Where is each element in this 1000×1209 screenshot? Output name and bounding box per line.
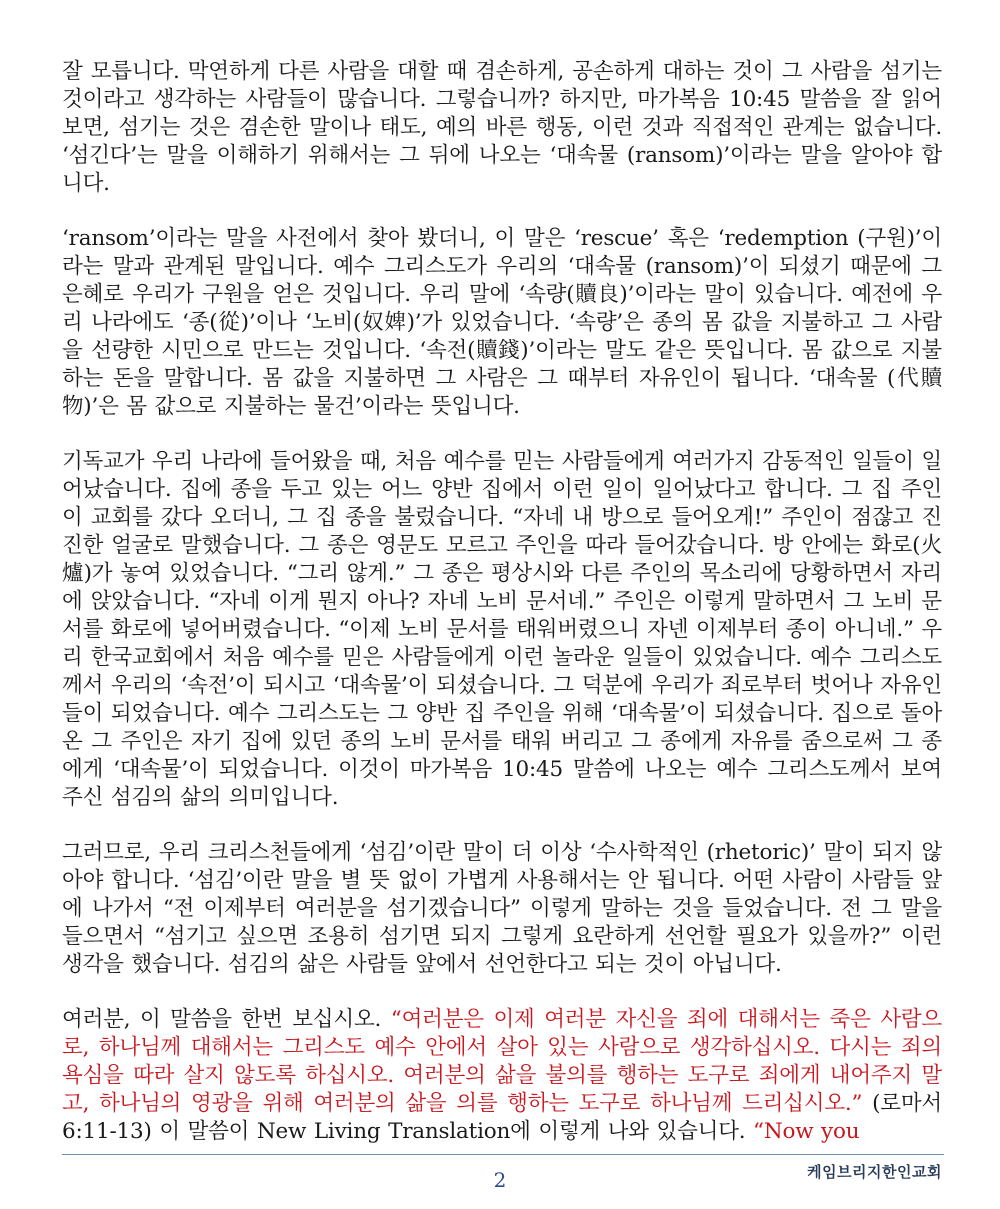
paragraph-3: 기독교가 우리 나라에 들어왔을 때, 처음 예수를 믿는 사람들에게 여러가지 감동적인 일들이 일어났습니다. 집에 종을 두고 있는 어느 양반 집에서 이런 일이 일어났다고 합니다. 그 집 주인이 교회를 갔다 오더니, 그 집 종을 불렀습니다. “자네 내 방으로 들어오게!” 주인이 점잖고 진진한 얼굴로 말했습니다. 그 종은 영문도 모르고 주인을 따라 들어갔습니다. 방 안에는 화로(火爐)가 놓여 있었습니다. “그리 않게.” 그 종은 평상시와 다른 주인의 목소리에 당황하면서 자리에 앉았습니다. “자네 이게 뭔지 아나? 자네 노비 문서네.” 주인은 이렇게 말하면서 그 노비 문서를 화로에 넣어버렸습니다. “이제 노비 문서를 태워버렸으니 자넨 이제부터 종이 아니네.” 우리 한국교회에서 처음 예수를 믿은 사람들에게 이런 놀라운 일들이 있었습니다. 예수 그리스도께서 우리의 ‘속전’이 되시고 ‘대속물’이 되셨습니다. 그 덕분에 우리가 죄로부터 벗어나 자유인들이 되었습니다. 예수 그리스도는 그 양반 집 주인을 위해 ‘대속물’이 되셨습니다. 집으로 돌아온 그 주인은 자기 집에 있던 종의 노비 문서를 태워 버리고 그 종에게 자유를 줌으로써 그 종에게 ‘대속물’이 되었습니다. 이것이 마가복음 10:45 말씀에 나오는 예수 그리스도께서 보여 주신 섬김의 삶의 의미입니다. xyxy=(62,449,942,810)
paragraph-4: 그러므로, 우리 크리스천들에게 ‘섬김’이란 말이 더 이상 ‘수사학적인 (rhetoric)’ 말이 되지 않아야 합니다. ‘섬김’이란 말을 별 뜻 없이 가볍게 사용해서는 안 됩니다. 어떤 사람이 사람들 앞에 나가서 “전 이제부터 여러분을 섬기겠습니다” 이렇게 말하는 것을 들었습니다. 전 그 말을 들으면서 “섬기고 싶으면 조용히 섬기면 되지 그렇게 요란하게 선언할 필요가 있을까?” 이런 생각을 했습니다. 섬김의 삶은 사람들 앞에서 선언한다고 되는 것이 아닙니다. xyxy=(62,840,942,977)
paragraph-1: 잘 모릅니다. 막연하게 다른 사람을 대할 때 겸손하게, 공손하게 대하는 것이 그 사람을 섬기는 것이라고 생각하는 사람들이 많습니다. 그렇습니까? 하지만, 마가복음 10:45 말씀을 잘 읽어 보면, 섬기는 것은 겸손한 말이나 태도, 예의 바른 행동, 이런 것과 직접적인 관계는 없습니다. ‘섬긴다’는 말을 이해하기 위해서는 그 뒤에 나오는 ‘대속물 (ransom)’이라는 말을 알아야 합니다. xyxy=(62,59,942,196)
scripture-quote-continued: “Now you xyxy=(753,1119,860,1144)
body-text xyxy=(62,58,942,1146)
paragraph-2: ‘ransom’이라는 말을 사전에서 찾아 봤더니, 이 말은 ‘rescue’ 혹은 ‘redemption (구원)’이라는 말과 관계된 말입니다. 예수 그리스도가 우리의 ‘대속물 (ransom)’이 되셨기 때문에 그 은혜로 우리가 구원을 얻은 것입니다. 우리 말에 ‘속량(贖良)’이라는 말이 있습니다. 예전에 우리 나라에도 ‘종(從)’이나 ‘노비(奴婢)’가 있었습니다. ‘속량’은 종의 몸 값을 지불하고 그 사람을 선량한 시민으로 만드는 것입니다. ‘속전(贖錢)’이라는 말도 같은 뜻입니다. 몸 값으로 지불하는 돈을 말합니다. 몸 값을 지불하면 그 사람은 그 때부터 자유인이 됩니다. ‘대속물 (代贖物)’은 몸 값으로 지불하는 물건’이라는 뜻입니다. xyxy=(62,226,942,419)
paragraph-5 xyxy=(62,1006,942,1146)
paragraph-5-intro: 여러분, 이 말씀을 한번 보십시오. xyxy=(62,1007,391,1032)
page-number: 2 xyxy=(493,1168,507,1192)
church-name: 케임브리지한인교회 xyxy=(807,1163,942,1181)
footer-rule xyxy=(62,1154,944,1155)
paragraph-5-middle: (로마서 6:11-13) 이 말씀이 New Living Translation에 이렇게 나와 있습니다. xyxy=(62,1091,943,1144)
scripture-quote: “여러분은 이제 여러분 자신을 죄에 대해서는 죽은 사람으로, 하나님께 대해서는 그리스도 예수 안에서 살아 있는 사람으로 생각하십시오. 다시는 죄의 욕심을 따라 살지 않도록 하십시오. 여러분의 삶을 불의를 행하는 도구로 죄에게 내어주지 말고, 하나님의 영광을 위해 여러분의 삶을 의를 행하는 도구로 하나님께 드리십시오.” xyxy=(62,1007,943,1116)
